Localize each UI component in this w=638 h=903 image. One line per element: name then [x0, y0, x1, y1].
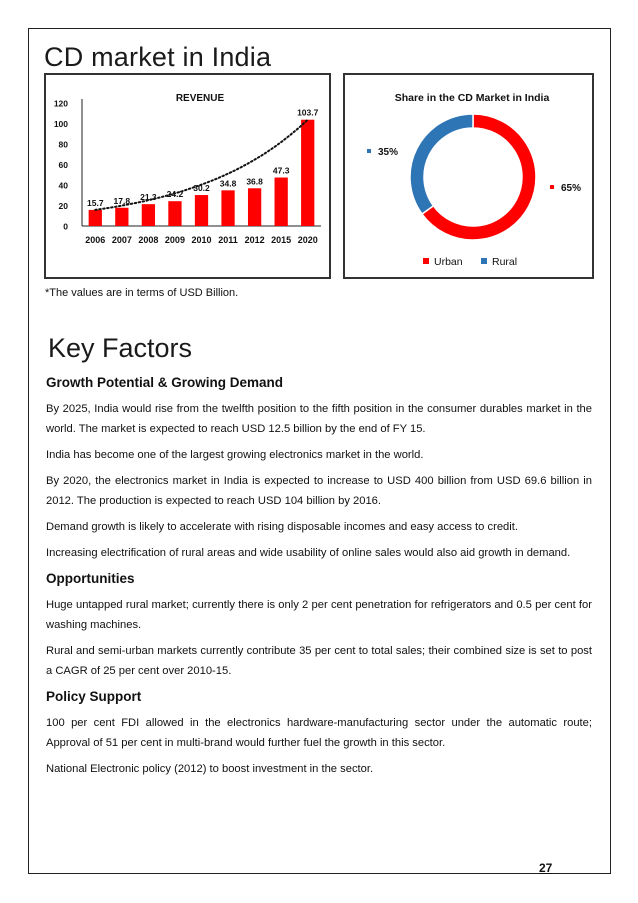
- data-label-urban: 65%: [561, 183, 582, 194]
- data-label: 30.2: [193, 183, 210, 194]
- y-tick-label: 120: [53, 98, 68, 109]
- x-tick-label: 2011: [218, 235, 238, 245]
- legend-label-rural: Rural: [492, 256, 518, 268]
- data-label: 34.8: [219, 178, 237, 189]
- data-label-rural: 35%: [378, 147, 399, 158]
- y-tick-label: 100: [53, 119, 68, 129]
- page-number: 27: [539, 861, 553, 875]
- growth-paragraph-4: Demand growth is likely to accelerate with rising disposable incomes and easy access to credit.: [46, 521, 518, 533]
- growth-paragraph-3: By 2020, the electronics market in India is expected to increase to USD 400 billion from USD 69.6 billion in 2012. The production is expected to reach USD 104 billion by 2016.: [46, 475, 592, 507]
- bar: [195, 195, 208, 226]
- data-label: 36.8: [246, 176, 263, 187]
- revenue-chart: [44, 73, 331, 279]
- x-tick-label: 2007: [111, 235, 132, 245]
- x-tick-label: 2020: [297, 235, 318, 245]
- legend-swatch-rural: [481, 258, 487, 264]
- policy-paragraph-1: 100 per cent FDI allowed in the electronics hardware-manufacturing sector under the automatic route; Approval of 51 per cent in multi-brand would further fuel the growth in this sector.: [46, 717, 592, 749]
- x-tick-label: 2015: [271, 235, 292, 245]
- bar: [168, 201, 181, 226]
- y-tick-label: 80: [58, 139, 68, 150]
- data-label: 17.8: [113, 195, 131, 206]
- label-marker: [550, 185, 554, 189]
- bar: [275, 178, 288, 226]
- opportunities-paragraph-1: Huge untapped rural market; currently there is only 2 per cent penetration for refrigerators and 0.5 per cent for washing machines.: [46, 599, 592, 631]
- revenue-chart-svg: [46, 75, 329, 277]
- label-marker: [367, 149, 371, 153]
- page-title: CD market in India: [44, 42, 272, 72]
- growth-paragraph-2: India has become one of the largest growing electronics market in the world.: [46, 449, 424, 461]
- bar: [142, 204, 155, 226]
- x-tick-label: 2009: [164, 235, 185, 245]
- bar: [115, 208, 128, 226]
- y-tick-label: 20: [58, 201, 68, 211]
- opportunities-paragraph-2: Rural and semi-urban markets currently contribute 35 per cent to total sales; their combined size is set to post a CAGR of 25 per cent over 2010-15.: [46, 645, 592, 677]
- data-label: 15.7: [87, 197, 104, 208]
- legend-swatch-urban: [423, 258, 429, 264]
- opportunities-heading: Opportunities: [46, 571, 135, 586]
- legend-label-urban: Urban: [434, 256, 463, 268]
- x-tick-label: 2010: [191, 235, 212, 245]
- policy-paragraph-2: National Electronic policy (2012) to boost investment in the sector.: [46, 763, 374, 775]
- growth-paragraph-5: Increasing electrification of rural areas and wide usability of online sales would also aid growth in demand.: [46, 547, 571, 559]
- y-tick-label: 60: [58, 160, 68, 170]
- bar: [248, 188, 261, 226]
- growth-heading: Growth Potential & Growing Demand: [46, 375, 284, 390]
- bar: [89, 210, 102, 226]
- x-tick-label: 2012: [244, 235, 265, 245]
- data-label: 103.7: [297, 107, 319, 118]
- chart-title: Share in the CD Market in India: [394, 92, 550, 104]
- values-note: *The values are in terms of USD Billion.: [45, 287, 239, 299]
- chart-title: REVENUE: [175, 93, 225, 104]
- bar: [221, 190, 234, 226]
- data-label: 24.2: [166, 189, 184, 200]
- policy-heading: Policy Support: [46, 689, 142, 704]
- share-chart-svg: [345, 75, 592, 277]
- bar: [301, 120, 314, 226]
- key-factors-title: Key Factors: [48, 333, 193, 363]
- data-label: 21.3: [140, 192, 157, 203]
- data-label: 47.3: [272, 165, 290, 176]
- key-factors-content: [46, 373, 592, 785]
- donut-slice-rural: [410, 114, 473, 214]
- x-tick-label: 2008: [138, 235, 159, 245]
- share-chart: [343, 73, 594, 279]
- y-tick-label: 40: [58, 180, 68, 191]
- y-tick-label: 0: [63, 221, 68, 232]
- growth-paragraph-1: By 2025, India would rise from the twelfth position to the fifth position in the consumer durables market in the world. The market is expected to reach USD 12.5 billion by the end of FY 15.: [46, 403, 592, 435]
- x-tick-label: 2006: [85, 235, 106, 245]
